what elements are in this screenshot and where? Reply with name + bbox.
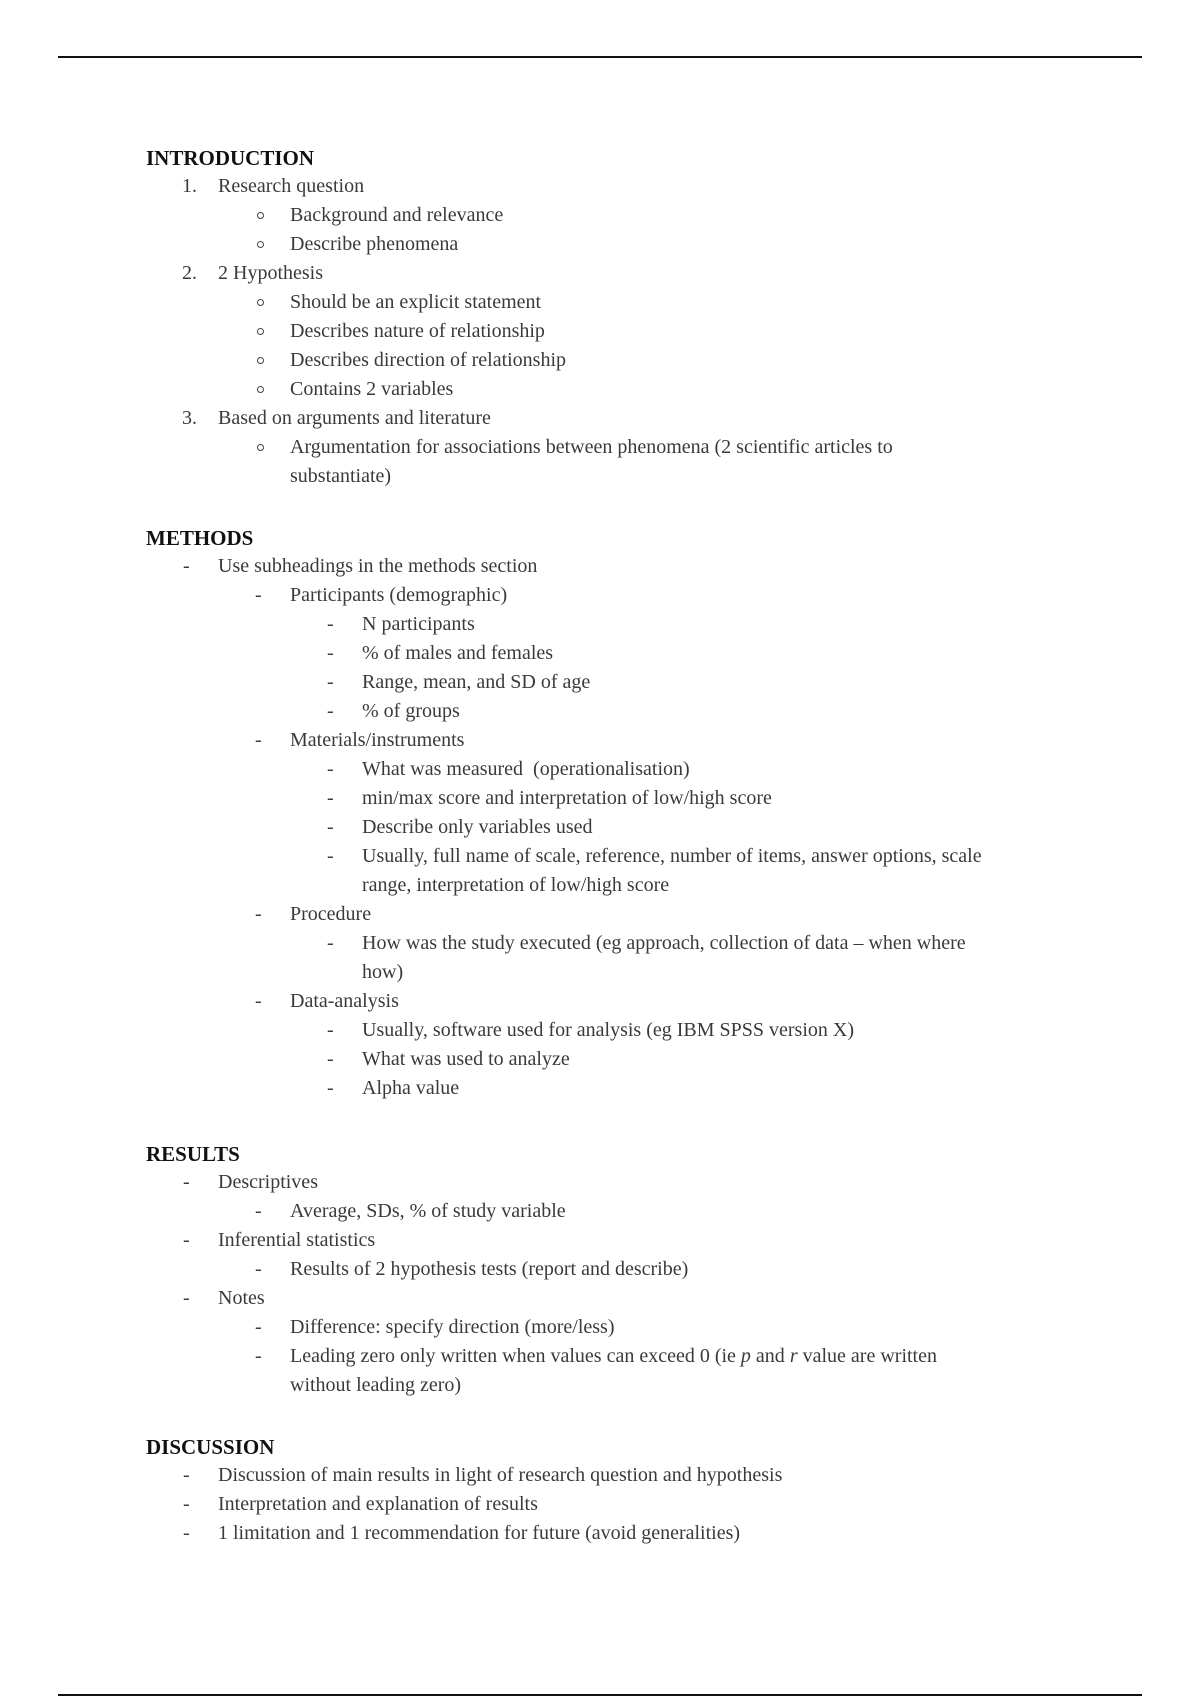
list-item: N participants <box>362 613 475 635</box>
list-item: Difference: specify direction (more/less) <box>290 1316 615 1338</box>
dash-bullet: - <box>327 1019 334 1041</box>
dash-bullet: - <box>327 845 334 867</box>
list-item: Descriptives <box>218 1171 318 1193</box>
list-item: Interpretation and explanation of results <box>218 1493 538 1515</box>
list-item: Use subheadings in the methods section <box>218 555 538 577</box>
list-item: Notes <box>218 1287 265 1309</box>
list-item: 2 Hypothesis <box>218 262 323 284</box>
list-item: Describes nature of relationship <box>290 320 545 342</box>
list-number: 1. <box>182 175 197 197</box>
list-item: What was measured (operationalisation) <box>362 758 690 780</box>
list-item-continuation: how) <box>362 961 404 983</box>
list-item: min/max score and interpretation of low/high score <box>362 787 772 809</box>
list-item: Materials/instruments <box>290 729 465 751</box>
list-item: Contains 2 variables <box>290 378 454 400</box>
list-number: 2. <box>182 262 197 284</box>
dash-bullet: - <box>255 1316 262 1338</box>
dash-bullet: - <box>255 1200 262 1222</box>
dash-bullet: - <box>327 787 334 809</box>
dash-bullet: - <box>255 1258 262 1280</box>
p-variable: p <box>740 1345 751 1367</box>
list-item: What was used to analyze <box>362 1048 570 1070</box>
dash-bullet: - <box>327 1048 334 1070</box>
dash-bullet: - <box>183 1522 190 1544</box>
dash-bullet: - <box>327 932 334 954</box>
dash-bullet: - <box>183 1287 190 1309</box>
circle-bullet-icon <box>257 299 264 306</box>
circle-bullet-icon <box>257 357 264 364</box>
bottom-rule <box>58 1694 1142 1696</box>
notes-text-part: and <box>750 1345 790 1367</box>
list-item: Usually, full name of scale, reference, number of items, answer options, scale <box>362 845 982 867</box>
list-number: 3. <box>182 407 197 429</box>
list-item: Alpha value <box>362 1077 460 1099</box>
dash-bullet: - <box>183 1493 190 1515</box>
section-heading-results: RESULTS <box>146 1142 240 1166</box>
list-item-continuation: range, interpretation of low/high score <box>362 874 670 896</box>
dash-bullet: - <box>255 1345 262 1367</box>
dash-bullet: - <box>327 700 334 722</box>
circle-bullet-icon <box>257 444 264 451</box>
dash-bullet: - <box>255 990 262 1012</box>
list-item: Procedure <box>290 903 372 925</box>
dash-bullet: - <box>183 1171 190 1193</box>
dash-bullet: - <box>327 642 334 664</box>
circle-bullet-icon <box>257 241 264 248</box>
list-item: Data-analysis <box>290 990 399 1012</box>
list-item: Describe only variables used <box>362 816 593 838</box>
dash-bullet: - <box>183 555 190 577</box>
list-item: Results of 2 hypothesis tests (report and describe) <box>290 1258 689 1280</box>
r-variable: r <box>789 1345 798 1367</box>
list-item: 1 limitation and 1 recommendation for future (avoid generalities) <box>218 1522 741 1544</box>
dash-bullet: - <box>183 1229 190 1251</box>
dash-bullet: - <box>327 816 334 838</box>
list-item: Based on arguments and literature <box>218 407 491 429</box>
list-item-continuation: substantiate) <box>290 465 392 487</box>
dash-bullet: - <box>327 671 334 693</box>
list-item: Describe phenomena <box>290 233 459 255</box>
dash-bullet: - <box>255 729 262 751</box>
dash-bullet: - <box>183 1464 190 1486</box>
list-item: % of groups <box>362 700 460 722</box>
list-item: Average, SDs, % of study variable <box>290 1200 566 1222</box>
dash-bullet: - <box>255 584 262 606</box>
dash-bullet: - <box>327 613 334 635</box>
list-item: Range, mean, and SD of age <box>362 671 591 693</box>
dash-bullet: - <box>327 758 334 780</box>
section-heading-introduction: INTRODUCTION <box>146 146 315 170</box>
list-item-continuation: without leading zero) <box>290 1374 462 1396</box>
circle-bullet-icon <box>257 212 264 219</box>
section-heading-methods: METHODS <box>146 526 254 550</box>
circle-bullet-icon <box>257 328 264 335</box>
list-item: Discussion of main results in light of research question and hypothesis <box>218 1464 783 1486</box>
dash-bullet: - <box>327 1077 334 1099</box>
top-rule <box>58 56 1142 58</box>
dash-bullet: - <box>255 903 262 925</box>
list-item: Usually, software used for analysis (eg IBM SPSS version X) <box>362 1019 854 1041</box>
notes-text-part: Leading zero only written when values can exceed 0 (ie <box>290 1345 741 1367</box>
list-item <box>290 1342 937 1371</box>
circle-bullet-icon <box>257 386 264 393</box>
list-item: % of males and females <box>362 642 554 664</box>
list-item: Argumentation for associations between phenomena (2 scientific articles to <box>290 436 893 458</box>
list-item: Participants (demographic) <box>290 584 508 606</box>
list-item: How was the study executed (eg approach, collection of data – when where <box>362 932 966 954</box>
notes-text-part: value are written <box>797 1345 937 1367</box>
list-item: Inferential statistics <box>218 1229 376 1251</box>
list-item: Background and relevance <box>290 204 504 226</box>
section-heading-discussion: DISCUSSION <box>146 1435 275 1459</box>
list-item: Research question <box>218 175 365 197</box>
list-item: Should be an explicit statement <box>290 291 542 313</box>
list-item: Describes direction of relationship <box>290 349 567 371</box>
